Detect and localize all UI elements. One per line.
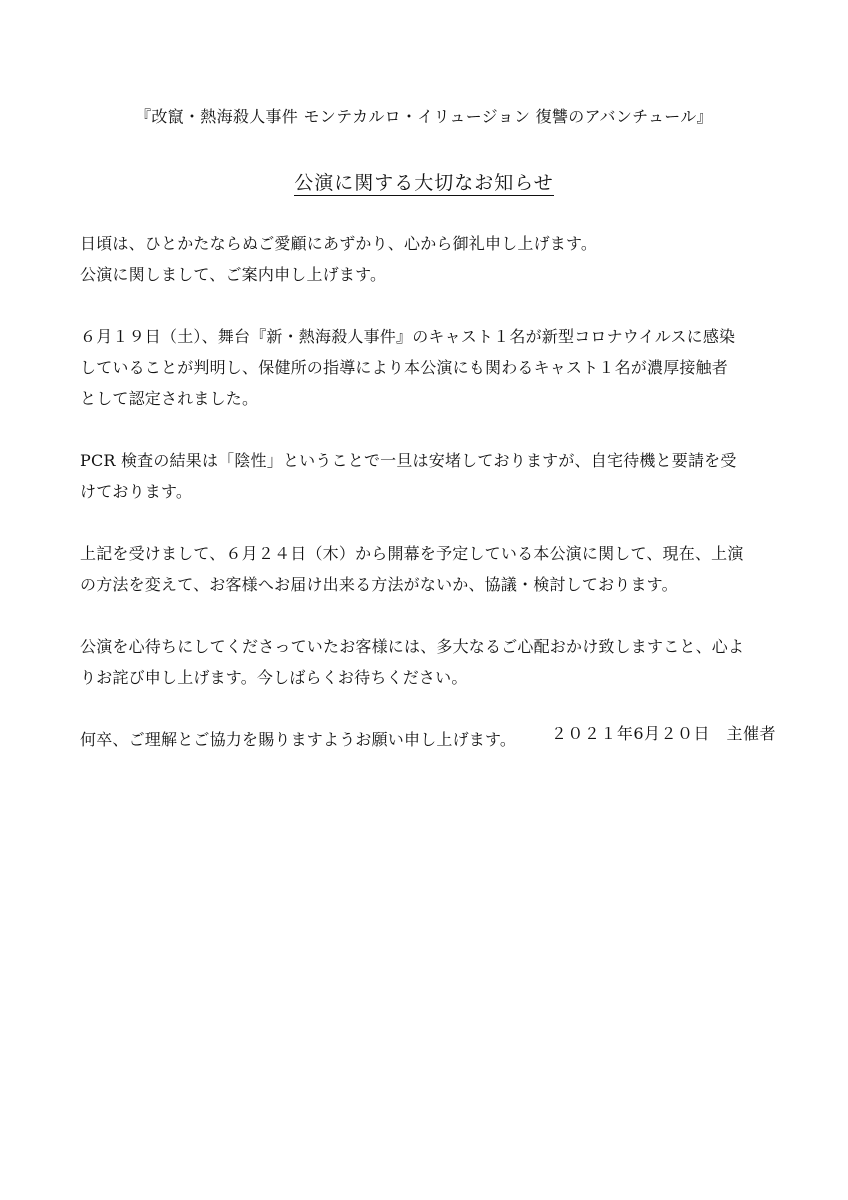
text-line: けております。	[80, 482, 193, 501]
production-title: 『改竄・熱海殺人事件 モンテカルロ・イリュージョン 復讐のアバンチュール』	[135, 107, 713, 126]
text-line: 日頃は、ひとかたならぬご愛顧にあずかり、心から御礼申し上げます。	[80, 234, 598, 253]
text-line: りお詫び申し上げます。今しばらくお待ちください。	[80, 668, 468, 687]
text-line: 公演を心待ちにしてくださっていたお客様には、多大なるご心配おかけ致しますこと、心よ	[80, 637, 745, 656]
text-line: 公演に関しまして、ご案内申し上げます。	[80, 265, 387, 284]
paragraph-pcr-result	[80, 445, 780, 507]
text-line: として認定されました。	[80, 389, 259, 408]
paragraph-greeting	[80, 228, 780, 290]
notice-heading-text: 公演に関する大切なお知らせ	[294, 172, 554, 194]
text-line: の方法を変えて、お客様へお届け出来る方法がないか、協議・検討しております。	[80, 575, 678, 594]
text-line: PCR 検査の結果は「陰性」ということで一旦は安堵しておりますが、自宅待機と要請を受	[80, 451, 737, 470]
text-line: 上記を受けまして、６月２４日（木）から開幕を予定している本公演に関して、現在、上演	[80, 544, 744, 563]
text-line: 何卒、ご理解とご協力を賜りますようお願い申し上げます。	[80, 730, 517, 749]
text-line: していることが判明し、保健所の指導により本公演にも関わるキャスト１名が濃厚接触者	[80, 358, 729, 377]
paragraph-apology	[80, 631, 780, 693]
text-line: ６月１９日（土）、舞台『新・熱海殺人事件』のキャスト１名が新型コロナウイルスに感染	[80, 327, 736, 346]
notice-body	[80, 228, 780, 786]
paragraph-infection-report	[80, 321, 780, 414]
notice-heading	[0, 168, 848, 195]
date-signature: ２０２１年6月２０日 主催者	[550, 724, 776, 743]
paragraph-performance-plan	[80, 538, 780, 600]
